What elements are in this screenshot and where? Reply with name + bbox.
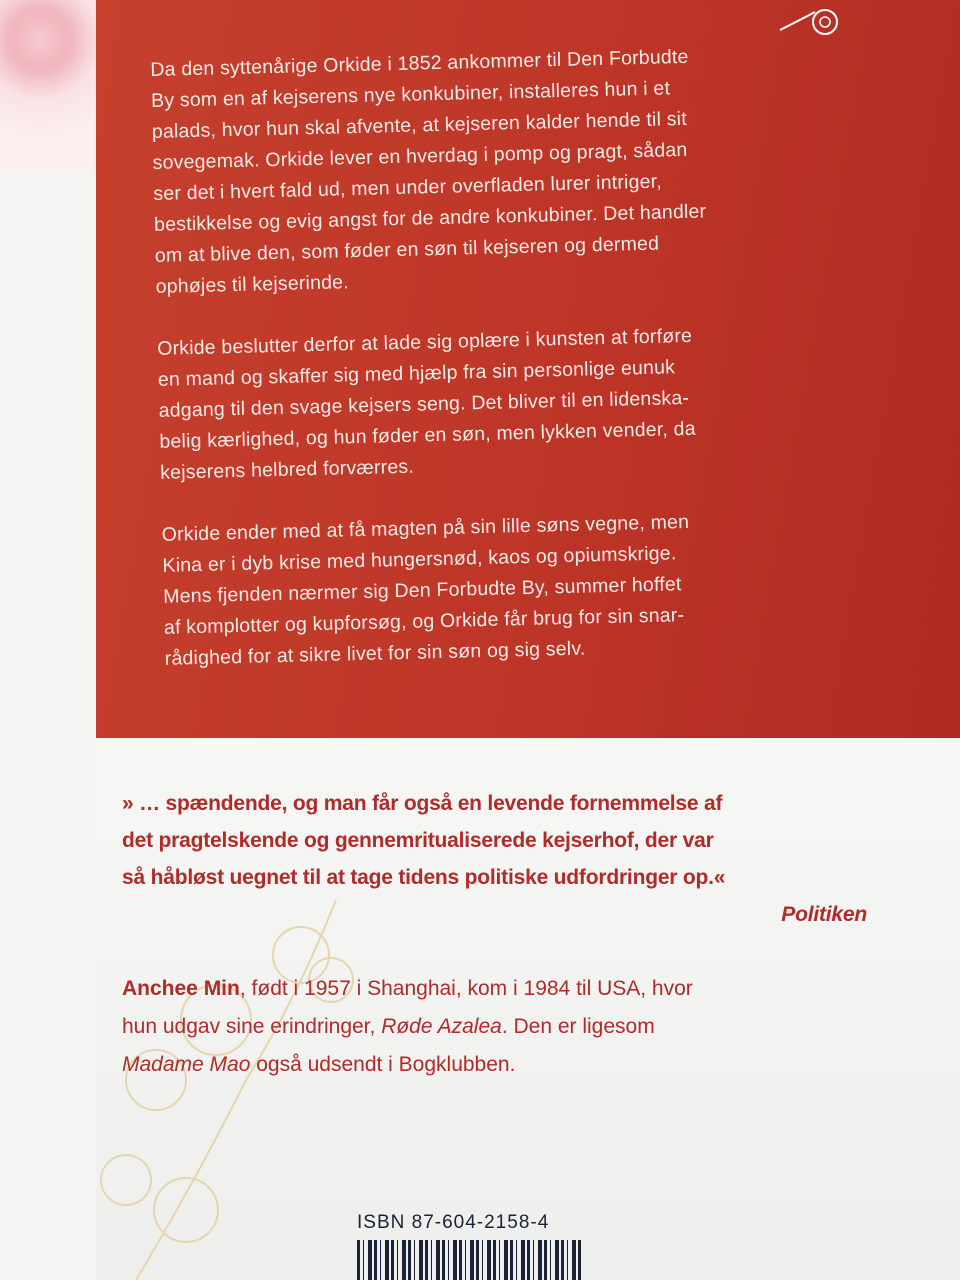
quote-line: » … spændende, og man får også en levende fornemmelse af [122, 792, 723, 815]
text-line: kejserens helbred forværres. [159, 455, 415, 484]
blurb-paragraph-2 [157, 316, 881, 489]
quote-line: så håbløst uegnet til at tage tidens politiske udfordringer op.« [122, 866, 726, 889]
text-line: By som en af kejserens nye konkubiner, installeres hun i et [150, 77, 671, 112]
text-line: Da den syttenårige Orkide i 1852 ankommer til Den Forbudte [150, 45, 689, 81]
bio-text: . Den er ligesom [501, 1015, 655, 1038]
bio-text: også udsendt i Bogklubben. [250, 1053, 516, 1076]
text-line: rådighed for at sikre livet for sin søn og sig selv. [164, 637, 586, 670]
author-name: Anchee Min [122, 977, 240, 1000]
text-line: Orkide beslutter derfor at lade sig oplære i kunsten at forføre [156, 324, 693, 360]
review-quote [122, 785, 867, 933]
book-title: Madame Mao [122, 1053, 251, 1076]
table-surface [0, 170, 96, 1280]
text-line: Orkide ender med at få magten på sin lille søns vegne, men [161, 510, 690, 546]
blurb-paragraph-1 [150, 37, 876, 303]
text-line: belig kærlighed, og hun føder en søn, men lykken vender, da [159, 417, 697, 453]
text-line: af komplotter og kupforsøg, og Orkide får brug for sin snar- [163, 604, 685, 639]
bio-text: , født i 1957 i Shanghai, kom i 1984 til USA, hvor [239, 977, 693, 1000]
text-line: en mand og skaffer sig med hjælp fra sin personlige eunuk [157, 356, 676, 391]
text-line: adgang til den svage kejsers seng. Det bliver til en lidenska- [158, 386, 690, 422]
text-line: ophøjes til kejserinde. [155, 271, 350, 298]
quote-source: Politiken [781, 903, 867, 926]
text-line: bestikkelse og evig angst for de andre konkubiner. Det handler [153, 200, 707, 236]
quote-line: det pragtelskende og gennemritualiserede kejserhof, der var [122, 829, 714, 852]
text-line: Mens fjenden nærmer sig Den Forbudte By, summer hoffet [162, 573, 682, 608]
isbn-label: ISBN 87-604-2158-4 [357, 1212, 550, 1233]
text-line: ser det i hvert fald ud, men under overfladen lurer intriger, [153, 170, 663, 205]
background-flowers [0, 0, 110, 170]
text-line: om at blive den, som føder en søn til kejseren og dermed [154, 232, 660, 267]
blurb-paragraph-3 [161, 502, 885, 675]
text-line: Kina er i dyb krise med hungersnød, kaos og opiumskrige. [162, 542, 677, 577]
text-line: sovegemak. Orkide lever en hverdag i pomp og pragt, sådan [152, 138, 688, 174]
blurb-text [150, 37, 886, 705]
bio-text: hun udgav sine erindringer, [122, 1015, 382, 1038]
barcode [357, 1240, 582, 1280]
book-title: Røde Azalea [381, 1015, 502, 1038]
text-line: palads, hvor hun skal afvente, at kejseren kalder hende til sit [151, 107, 688, 143]
author-bio [122, 970, 862, 1084]
